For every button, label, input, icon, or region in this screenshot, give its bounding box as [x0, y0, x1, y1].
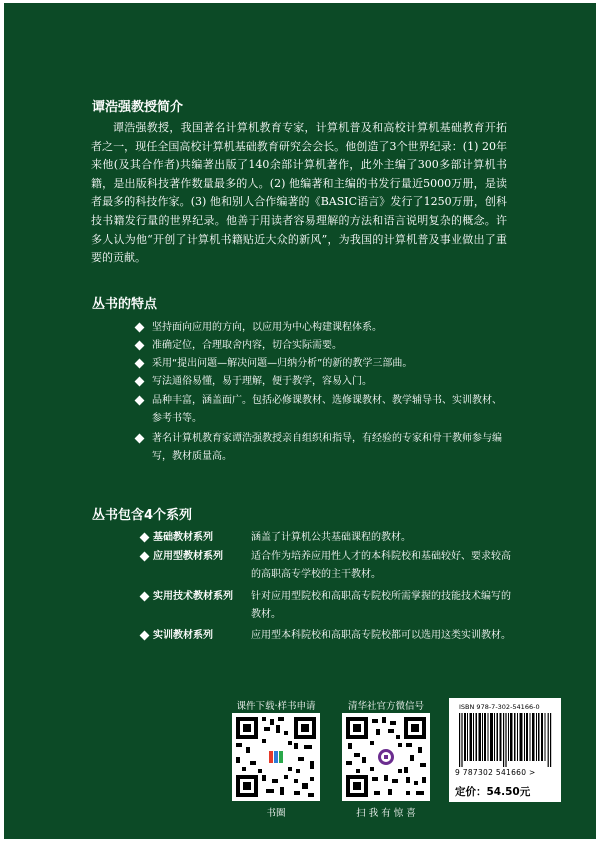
qr-right-caption: 扫 我 有 惊 喜 — [356, 808, 416, 819]
bullet-icon — [135, 359, 145, 369]
bullet-icon — [140, 592, 150, 602]
bullet-icon — [135, 323, 145, 333]
bullet-icon — [140, 631, 150, 641]
feature-item: 品种丰富，涵盖面广。包括必修课教材、选修课教材、教学辅导书、实训教材、参考书等。 — [136, 392, 502, 427]
bullet-icon — [135, 341, 145, 351]
author-intro — [91, 119, 507, 268]
isbn-block — [449, 698, 561, 802]
series-heading: 丛书包含4个系列 — [92, 508, 193, 523]
series-desc: 针对应用型院校和高职高专院校所需掌握的技能技术编写的教材。 — [251, 591, 511, 620]
isbn-code: ISBN 978-7-302-54166-0 — [459, 703, 540, 711]
series-desc: 适合作为培养应用性人才的本科院校和基础较好、要求较高的高职高专学校的主干教材。 — [251, 551, 511, 580]
bullet-icon — [140, 533, 150, 543]
series-name: 实训教材系列 — [153, 630, 213, 641]
author-paragraph: 谭浩强教授，我国著名计算机教育专家，计算机普及和高校计算机基础教育开拓者之一，现任全国高校计算机基础教育研究会会长。他创造了3个世界纪录：(1) 20年来他(及其合作者)共编著出版了140余部计算机著作，此外主编了300多部计算机书籍，是出版科技著作数量最多的人。(2) 他编著和主编的书发行量近5000万册，是读者最多的科技作家。(3) 他和别人合作编著的《BASIC语言》发行了1250万册，创科技书籍发行量的世界纪录。他善于用读者容易理解的方法和语言说明复杂的概念。许多人认为他“开创了计算机书籍贴近大众的新风”，为我国的计算机普及事业做出了重要的贡献。 — [91, 121, 507, 265]
features-heading: 丛书的特点 — [92, 297, 158, 312]
series-desc: 涵盖了计算机公共基础课程的教材。 — [251, 532, 411, 543]
bullet-icon — [135, 396, 145, 406]
series-item — [141, 529, 511, 547]
back-cover — [4, 3, 596, 839]
series-item — [141, 627, 511, 663]
qr-right-title: 清华社官方微信号 — [347, 701, 424, 712]
series-name: 基础教材系列 — [153, 532, 213, 543]
qr-code-icon[interactable] — [232, 713, 320, 801]
series-name: 实用技术教材系列 — [153, 591, 233, 602]
bullet-icon — [135, 434, 145, 444]
qr-left-title: 课件下载·样书申请 — [236, 701, 316, 712]
qr-code-icon[interactable] — [342, 713, 430, 801]
series-item — [141, 588, 511, 624]
qr-left-caption: 书圈 — [266, 808, 286, 819]
series-desc: 应用型本科院校和高职高专院校都可以选用这类实训教材。 — [251, 630, 511, 641]
feature-item: 采用“提出问题—解决问题—归纳分析”的新的教学三部曲。 — [136, 355, 502, 373]
price: 定价：54.50元 — [455, 786, 531, 798]
series-name: 应用型教材系列 — [153, 551, 223, 562]
feature-item: 写法通俗易懂，易于理解，便于教学，容易入门。 — [136, 373, 502, 391]
feature-item: 准确定位，合理取舍内容，切合实际需要。 — [136, 337, 502, 355]
feature-item: 坚持面向应用的方向，以应用为中心构建课程体系。 — [136, 319, 502, 337]
bullet-icon — [140, 552, 150, 562]
barcode-icon — [459, 713, 553, 767]
bullet-icon — [135, 377, 145, 387]
isbn-digits: 9 787302 541660 > — [455, 768, 536, 777]
author-heading: 谭浩强教授简介 — [92, 100, 184, 115]
series-item — [141, 548, 511, 584]
feature-item: 著名计算机教育家谭浩强教授亲自组织和指导，有经验的专家和骨干教师参与编写，教材质量高。 — [136, 430, 502, 465]
